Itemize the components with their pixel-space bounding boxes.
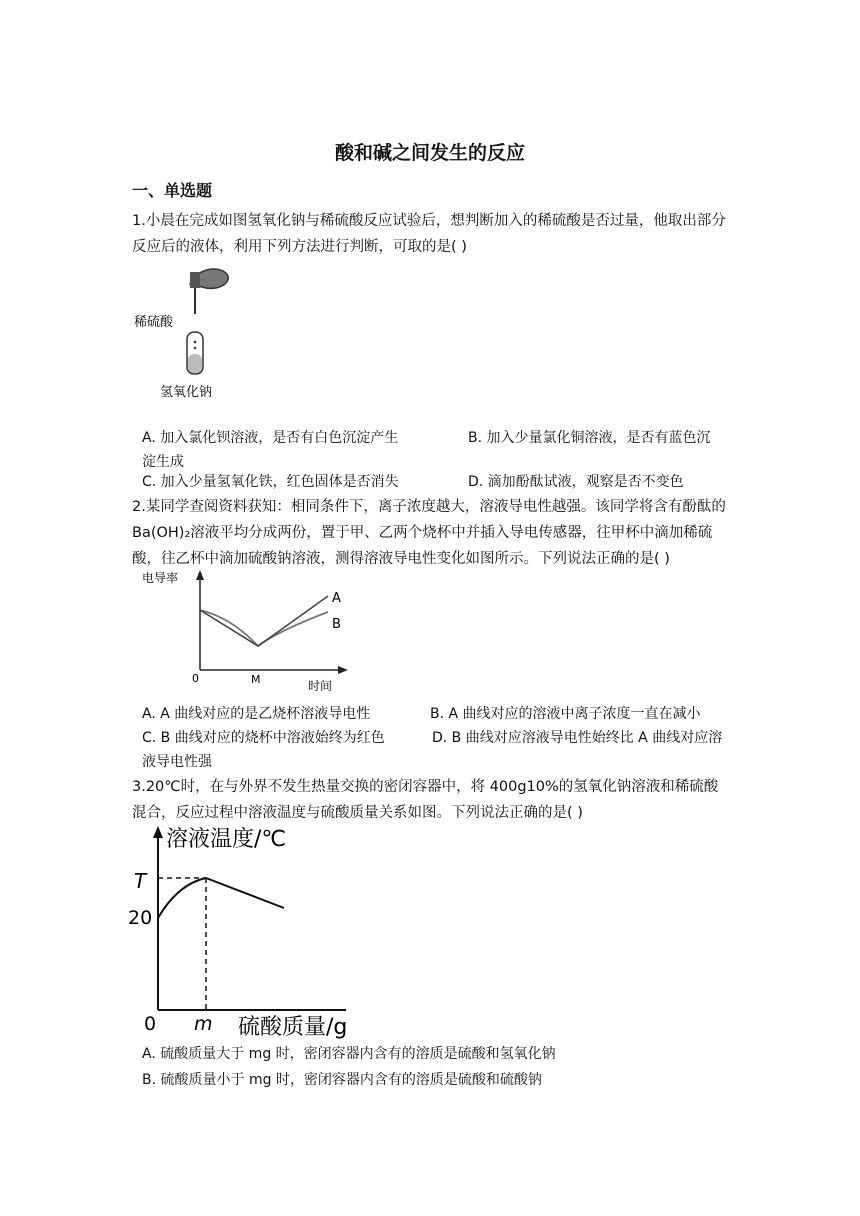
- curve-b-label: B: [332, 617, 341, 632]
- conductivity-chart: [132, 566, 362, 696]
- dropper-bulb: [190, 272, 200, 288]
- q2-option-d-continued: 液导电性强: [142, 754, 212, 770]
- q2-option-c[interactable]: C. B 曲线对应的烧杯中溶液始终为红色: [142, 730, 385, 746]
- question-2-stem: 2.某同学查阅资料获知：相同条件下，离子浓度越大，溶液导电性越强。该同学将含有酚酞的 Ba(OH)₂溶液平均分成两份，置于甲、乙两个烧杯中并插入导电传感器，往甲杯中滴加稀硫酸，往乙杯中滴加硫酸钠溶液，测得溶液导电性变化如图所示。下列说法正确的是( ): [132, 499, 726, 567]
- temperature-curve: [158, 878, 284, 918]
- x-axis-label: 时间: [308, 679, 333, 693]
- question-3-stem: 3.20℃时，在与外界不发生热量交换的密闭容器中，将 400g10%的氢氧化钠溶液和稀硫酸混合，反应过程中溶液温度与硫酸质量关系如图。下列说法正确的是( ): [132, 779, 719, 821]
- q1-option-a[interactable]: A. 加入氯化钡溶液，是否有白色沉淀产生: [142, 430, 399, 446]
- test-tube-figure: [132, 262, 242, 410]
- origin-label: 0: [144, 1013, 157, 1035]
- m-label: M: [251, 673, 261, 686]
- q2-option-d[interactable]: D. B 曲线对应溶液导电性始终比 A 曲线对应溶: [432, 730, 723, 746]
- section-title: 一、单选题: [132, 181, 213, 200]
- y-axis-label: 电导率: [142, 571, 179, 585]
- origin-label: 0: [192, 672, 199, 685]
- temperature-chart: [126, 818, 376, 1040]
- q1-option-c[interactable]: C. 加入少量氢氧化铁，红色固体是否消失: [142, 474, 399, 490]
- q3-option-b[interactable]: B. 硫酸质量小于 mg 时，密闭容器内含有的溶质是硫酸和硫酸钠: [142, 1072, 542, 1088]
- x-arrow: [338, 666, 348, 674]
- y-arrow: [153, 826, 163, 838]
- curve-a-label: A: [332, 591, 341, 606]
- x-axis-label: 硫酸质量/g: [238, 1015, 348, 1040]
- curve-b: [200, 610, 328, 646]
- m-label: m: [194, 1013, 213, 1035]
- page-title: 酸和碱之间发生的反应: [334, 142, 525, 164]
- y-axis-label: 溶液温度/℃: [166, 827, 287, 852]
- tube-liquid: [188, 354, 202, 373]
- q2-option-b[interactable]: B. A 曲线对应的溶液中离子浓度一直在减小: [430, 706, 701, 722]
- y-arrow: [196, 570, 204, 580]
- q1-option-d[interactable]: D. 滴加酚酞试液，观察是否不变色: [468, 474, 684, 490]
- question-1-stem: 1.小晨在完成如图氢氧化钠与稀硫酸反应试验后，想判断加入的稀硫酸是否过量，他取出部分反应后的液体，利用下列方法进行判断，可取的是( ): [132, 213, 726, 255]
- q2-option-a[interactable]: A. A 曲线对应的是乙烧杯溶液导电性: [142, 706, 371, 722]
- t-label: T: [134, 869, 147, 893]
- q3-option-a[interactable]: A. 硫酸质量大于 mg 时，密闭容器内含有的溶质是硫酸和氢氧化钠: [142, 1046, 556, 1062]
- acid-label: 稀硫酸: [134, 315, 174, 330]
- curve-a: [200, 596, 328, 646]
- y20-label: 20: [128, 907, 153, 929]
- q1-option-b[interactable]: B. 加入少量氯化铜溶液，是否有蓝色沉: [468, 430, 711, 446]
- base-label: 氢氧化钠: [160, 385, 213, 400]
- q1-option-b-continued: 淀生成: [142, 454, 184, 470]
